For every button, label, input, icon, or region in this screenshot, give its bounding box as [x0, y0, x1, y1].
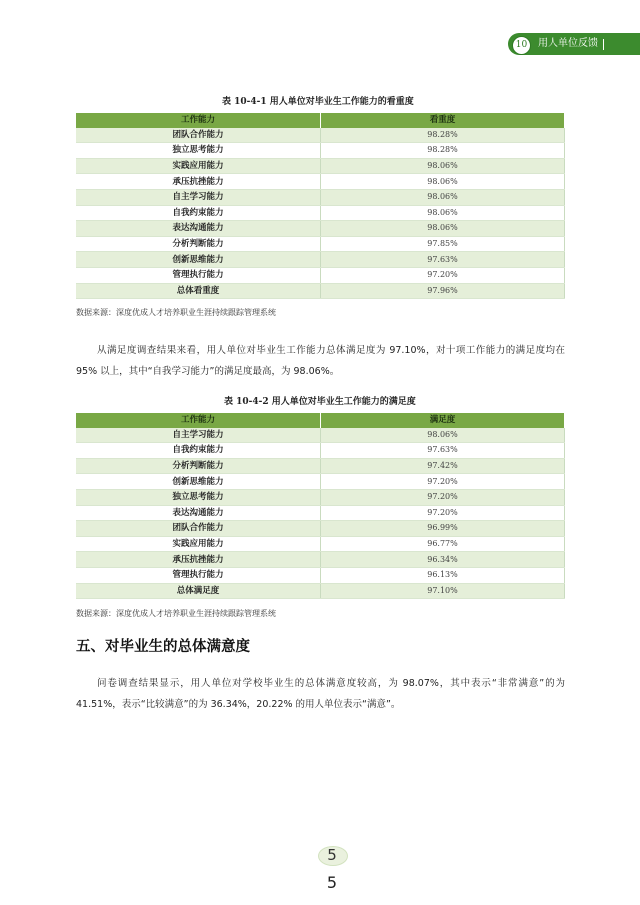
- table-row: [76, 489, 565, 505]
- ability-cell: 自主学习能力: [76, 189, 321, 205]
- table2: [76, 413, 565, 599]
- value-cell: 98.06%: [321, 221, 565, 237]
- value-cell: 96.99%: [321, 521, 565, 537]
- table-row: [76, 536, 565, 552]
- table-row: [76, 236, 565, 252]
- ability-cell: 独立思考能力: [76, 489, 321, 505]
- table-row: [76, 552, 565, 568]
- ability-cell: 自我约束能力: [76, 205, 321, 221]
- value-cell: 97.63%: [321, 443, 565, 459]
- value-cell: 97.63%: [321, 252, 565, 268]
- table-row: [76, 505, 565, 521]
- table-row: [76, 428, 565, 443]
- column-header: 工作能力: [76, 413, 321, 428]
- table-row: [76, 283, 565, 299]
- ability-cell: 实践应用能力: [76, 158, 321, 174]
- table-row: [76, 474, 565, 490]
- value-cell: 98.06%: [321, 174, 565, 190]
- ability-cell: 团队合作能力: [76, 521, 321, 537]
- table-row: [76, 567, 565, 583]
- ability-cell: 创新思维能力: [76, 474, 321, 490]
- value-cell: 98.06%: [321, 189, 565, 205]
- column-header: 工作能力: [76, 113, 321, 128]
- value-cell: 98.06%: [321, 158, 565, 174]
- ability-cell: 自主学习能力: [76, 428, 321, 443]
- table1: [76, 113, 565, 299]
- table-header-row: [76, 413, 565, 428]
- table-row: [76, 267, 565, 283]
- satisfaction-paragraph: 从满足度调查结果来看，用人单位对毕业生工作能力总体满足度为 97.10%，对十项工作能力的满足度均在 95% 以上，其中“自我学习能力”的满足度最高，为 98.06%。: [76, 345, 565, 377]
- ability-cell: 承压抗挫能力: [76, 174, 321, 190]
- table-row: [76, 443, 565, 459]
- page-number-footer: 5: [326, 873, 338, 892]
- value-cell: 97.20%: [321, 489, 565, 505]
- table1-caption: 表 10-4-1 用人单位对毕业生工作能力的看重度: [222, 97, 414, 107]
- chapter-title: 用人单位反馈: [538, 38, 598, 49]
- table-row: [76, 158, 565, 174]
- ability-cell: 承压抗挫能力: [76, 552, 321, 568]
- value-cell: 96.13%: [321, 567, 565, 583]
- table-row: [76, 143, 565, 159]
- table-row: [76, 205, 565, 221]
- value-cell: 98.28%: [321, 128, 565, 143]
- table-row: [76, 521, 565, 537]
- value-cell: 97.20%: [321, 505, 565, 521]
- ability-cell: 表达沟通能力: [76, 221, 321, 237]
- overall-satisfaction-paragraph: 问卷调查结果显示，用人单位对学校毕业生的总体满意度较高，为 98.07%，其中表示“非常满意”的为 41.51%，表示“比较满意”的为 36.34%，20.22% 的用人单位表示“满意”。: [76, 678, 565, 710]
- ability-cell: 表达沟通能力: [76, 505, 321, 521]
- ability-cell: 管理执行能力: [76, 567, 321, 583]
- table-row: [76, 458, 565, 474]
- value-cell: 96.34%: [321, 552, 565, 568]
- ability-cell: 自我约束能力: [76, 443, 321, 459]
- ability-cell: 创新思维能力: [76, 252, 321, 268]
- column-header: 满足度: [321, 413, 565, 428]
- page-number: 5: [327, 846, 337, 864]
- value-cell: 98.06%: [321, 205, 565, 221]
- ability-cell: 独立思考能力: [76, 143, 321, 159]
- value-cell: 97.85%: [321, 236, 565, 252]
- table1-source: 数据来源：深度优成人才培养职业生涯持续跟踪管理系统: [76, 308, 276, 317]
- ability-cell: 总体满足度: [76, 583, 321, 599]
- header-divider: [603, 39, 604, 50]
- value-cell: 98.28%: [321, 143, 565, 159]
- table-row: [76, 221, 565, 237]
- value-cell: 97.20%: [321, 474, 565, 490]
- ability-cell: 分析判断能力: [76, 236, 321, 252]
- ability-cell: 管理执行能力: [76, 267, 321, 283]
- column-header: 看重度: [321, 113, 565, 128]
- table-header-row: [76, 113, 565, 128]
- ability-cell: 总体看重度: [76, 283, 321, 299]
- table-row: [76, 128, 565, 143]
- section-heading: 五、对毕业生的总体满意度: [76, 639, 250, 655]
- table-row: [76, 252, 565, 268]
- value-cell: 96.77%: [321, 536, 565, 552]
- value-cell: 97.42%: [321, 458, 565, 474]
- value-cell: 97.10%: [321, 583, 565, 599]
- ability-cell: 实践应用能力: [76, 536, 321, 552]
- table-row: [76, 189, 565, 205]
- value-cell: 98.06%: [321, 428, 565, 443]
- table2-caption: 表 10-4-2 用人单位对毕业生工作能力的满足度: [224, 397, 416, 407]
- ability-cell: 团队合作能力: [76, 128, 321, 143]
- value-cell: 97.96%: [321, 283, 565, 299]
- table-row: [76, 174, 565, 190]
- value-cell: 97.20%: [321, 267, 565, 283]
- table-row: [76, 583, 565, 599]
- chapter-number-badge: 10: [512, 36, 531, 55]
- table2-source: 数据来源：深度优成人才培养职业生涯持续跟踪管理系统: [76, 609, 276, 618]
- ability-cell: 分析判断能力: [76, 458, 321, 474]
